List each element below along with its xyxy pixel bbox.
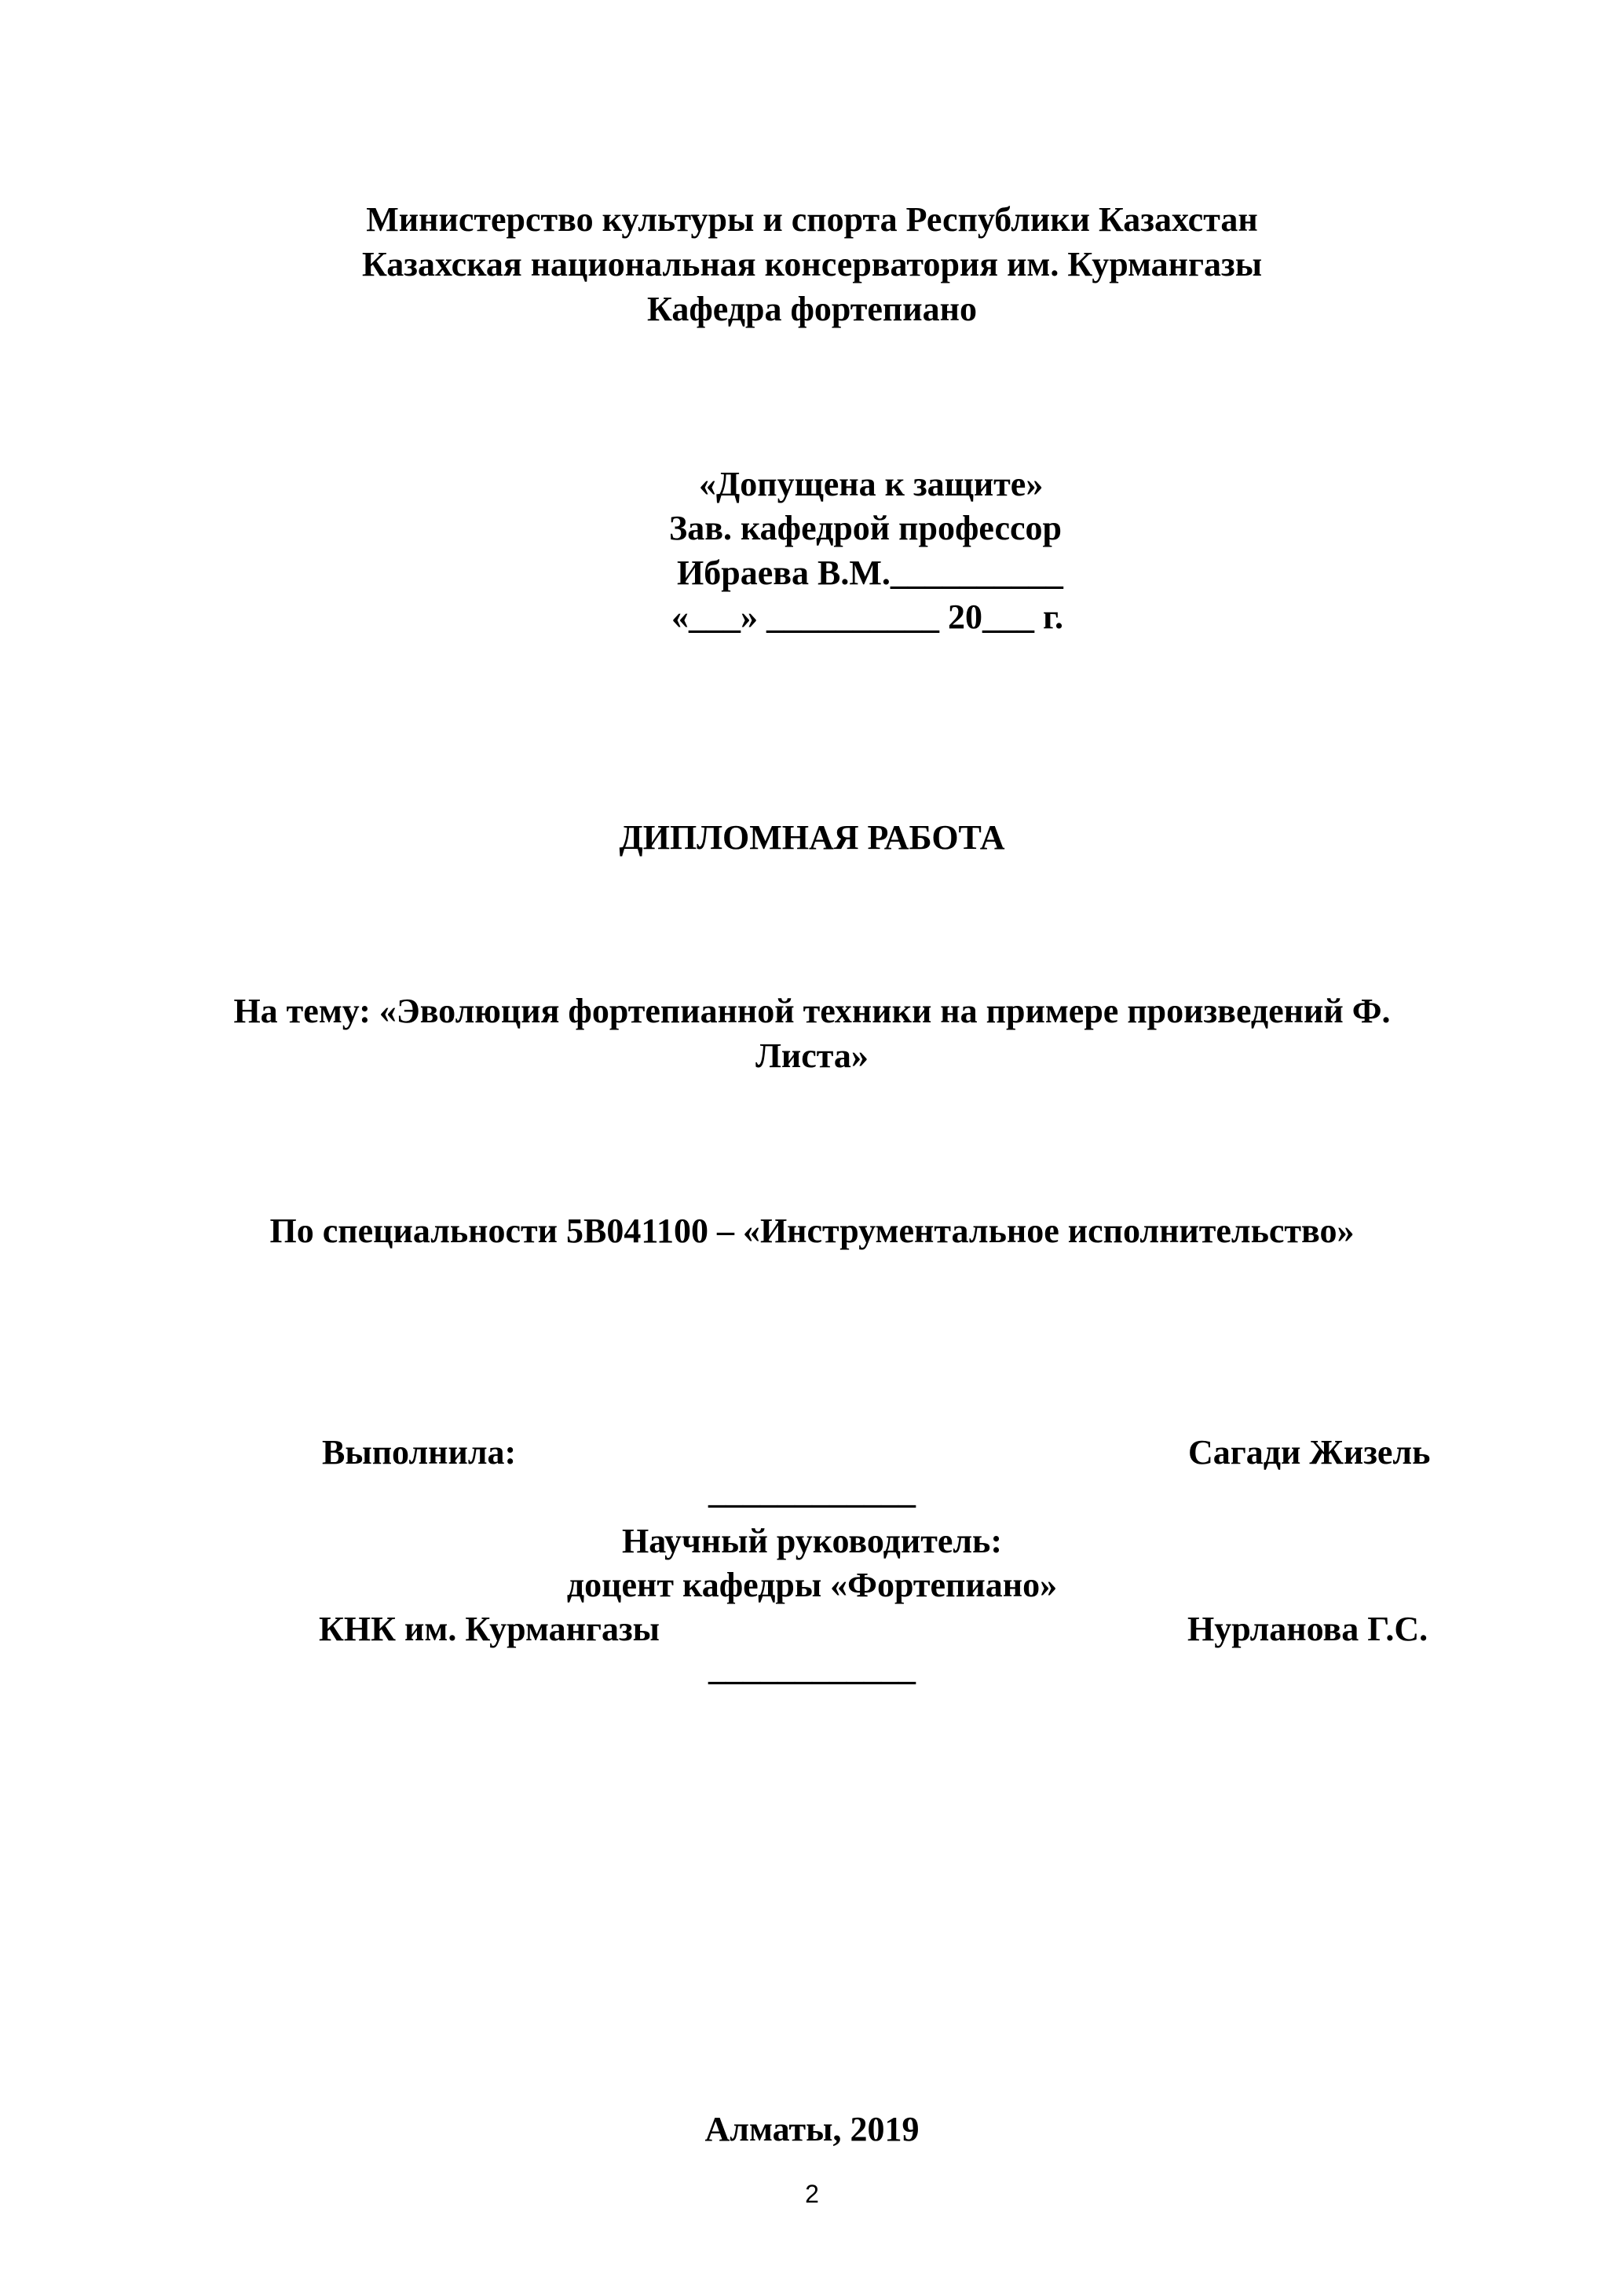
supervisor-label: Научный руководитель: (622, 1522, 1002, 1560)
admitted-to-defense: «Допущена к защите» (699, 465, 1044, 503)
topic-line-2: Листа» (755, 1036, 869, 1075)
city-year: Алматы, 2019 (704, 2110, 920, 2148)
specialty-line: По специальности 5В041100 – «Инструментальное исполнительство» (269, 1212, 1355, 1250)
conservatory-line: Казахская национальная консерватория им. Курмангазы (361, 245, 1263, 283)
supervisor-organization: КНК им. Курмангазы (319, 1610, 660, 1648)
head-of-department-title: Зав. кафедрой профессор (669, 509, 1063, 547)
signature-line-student: ____________ (708, 1472, 916, 1511)
supervisor-name: Нурланова Г.С. (1187, 1610, 1428, 1648)
ministry-line: Министерство культуры и спорта Республики Казахстан (366, 200, 1258, 239)
supervisor-position: доцент кафедры «Фортепиано» (566, 1566, 1058, 1604)
head-of-department-name: Ибраева В.М.__________ (677, 554, 1063, 592)
signature-line-supervisor: ____________ (708, 1649, 916, 1687)
topic-line-1: На тему: «Эволюция фортепианной техники на примере произведений Ф. (233, 992, 1391, 1030)
student-name: Сагади Жизель (1188, 1433, 1431, 1472)
page-number: 2 (805, 2180, 819, 2208)
approval-date-line: «___» __________ 20___ г. (671, 598, 1064, 636)
department-line: Кафедра фортепиано (647, 290, 977, 328)
work-type-title: ДИПЛОМНАЯ РАБОТА (619, 818, 1005, 857)
performed-by-label: Выполнила: (322, 1433, 517, 1472)
